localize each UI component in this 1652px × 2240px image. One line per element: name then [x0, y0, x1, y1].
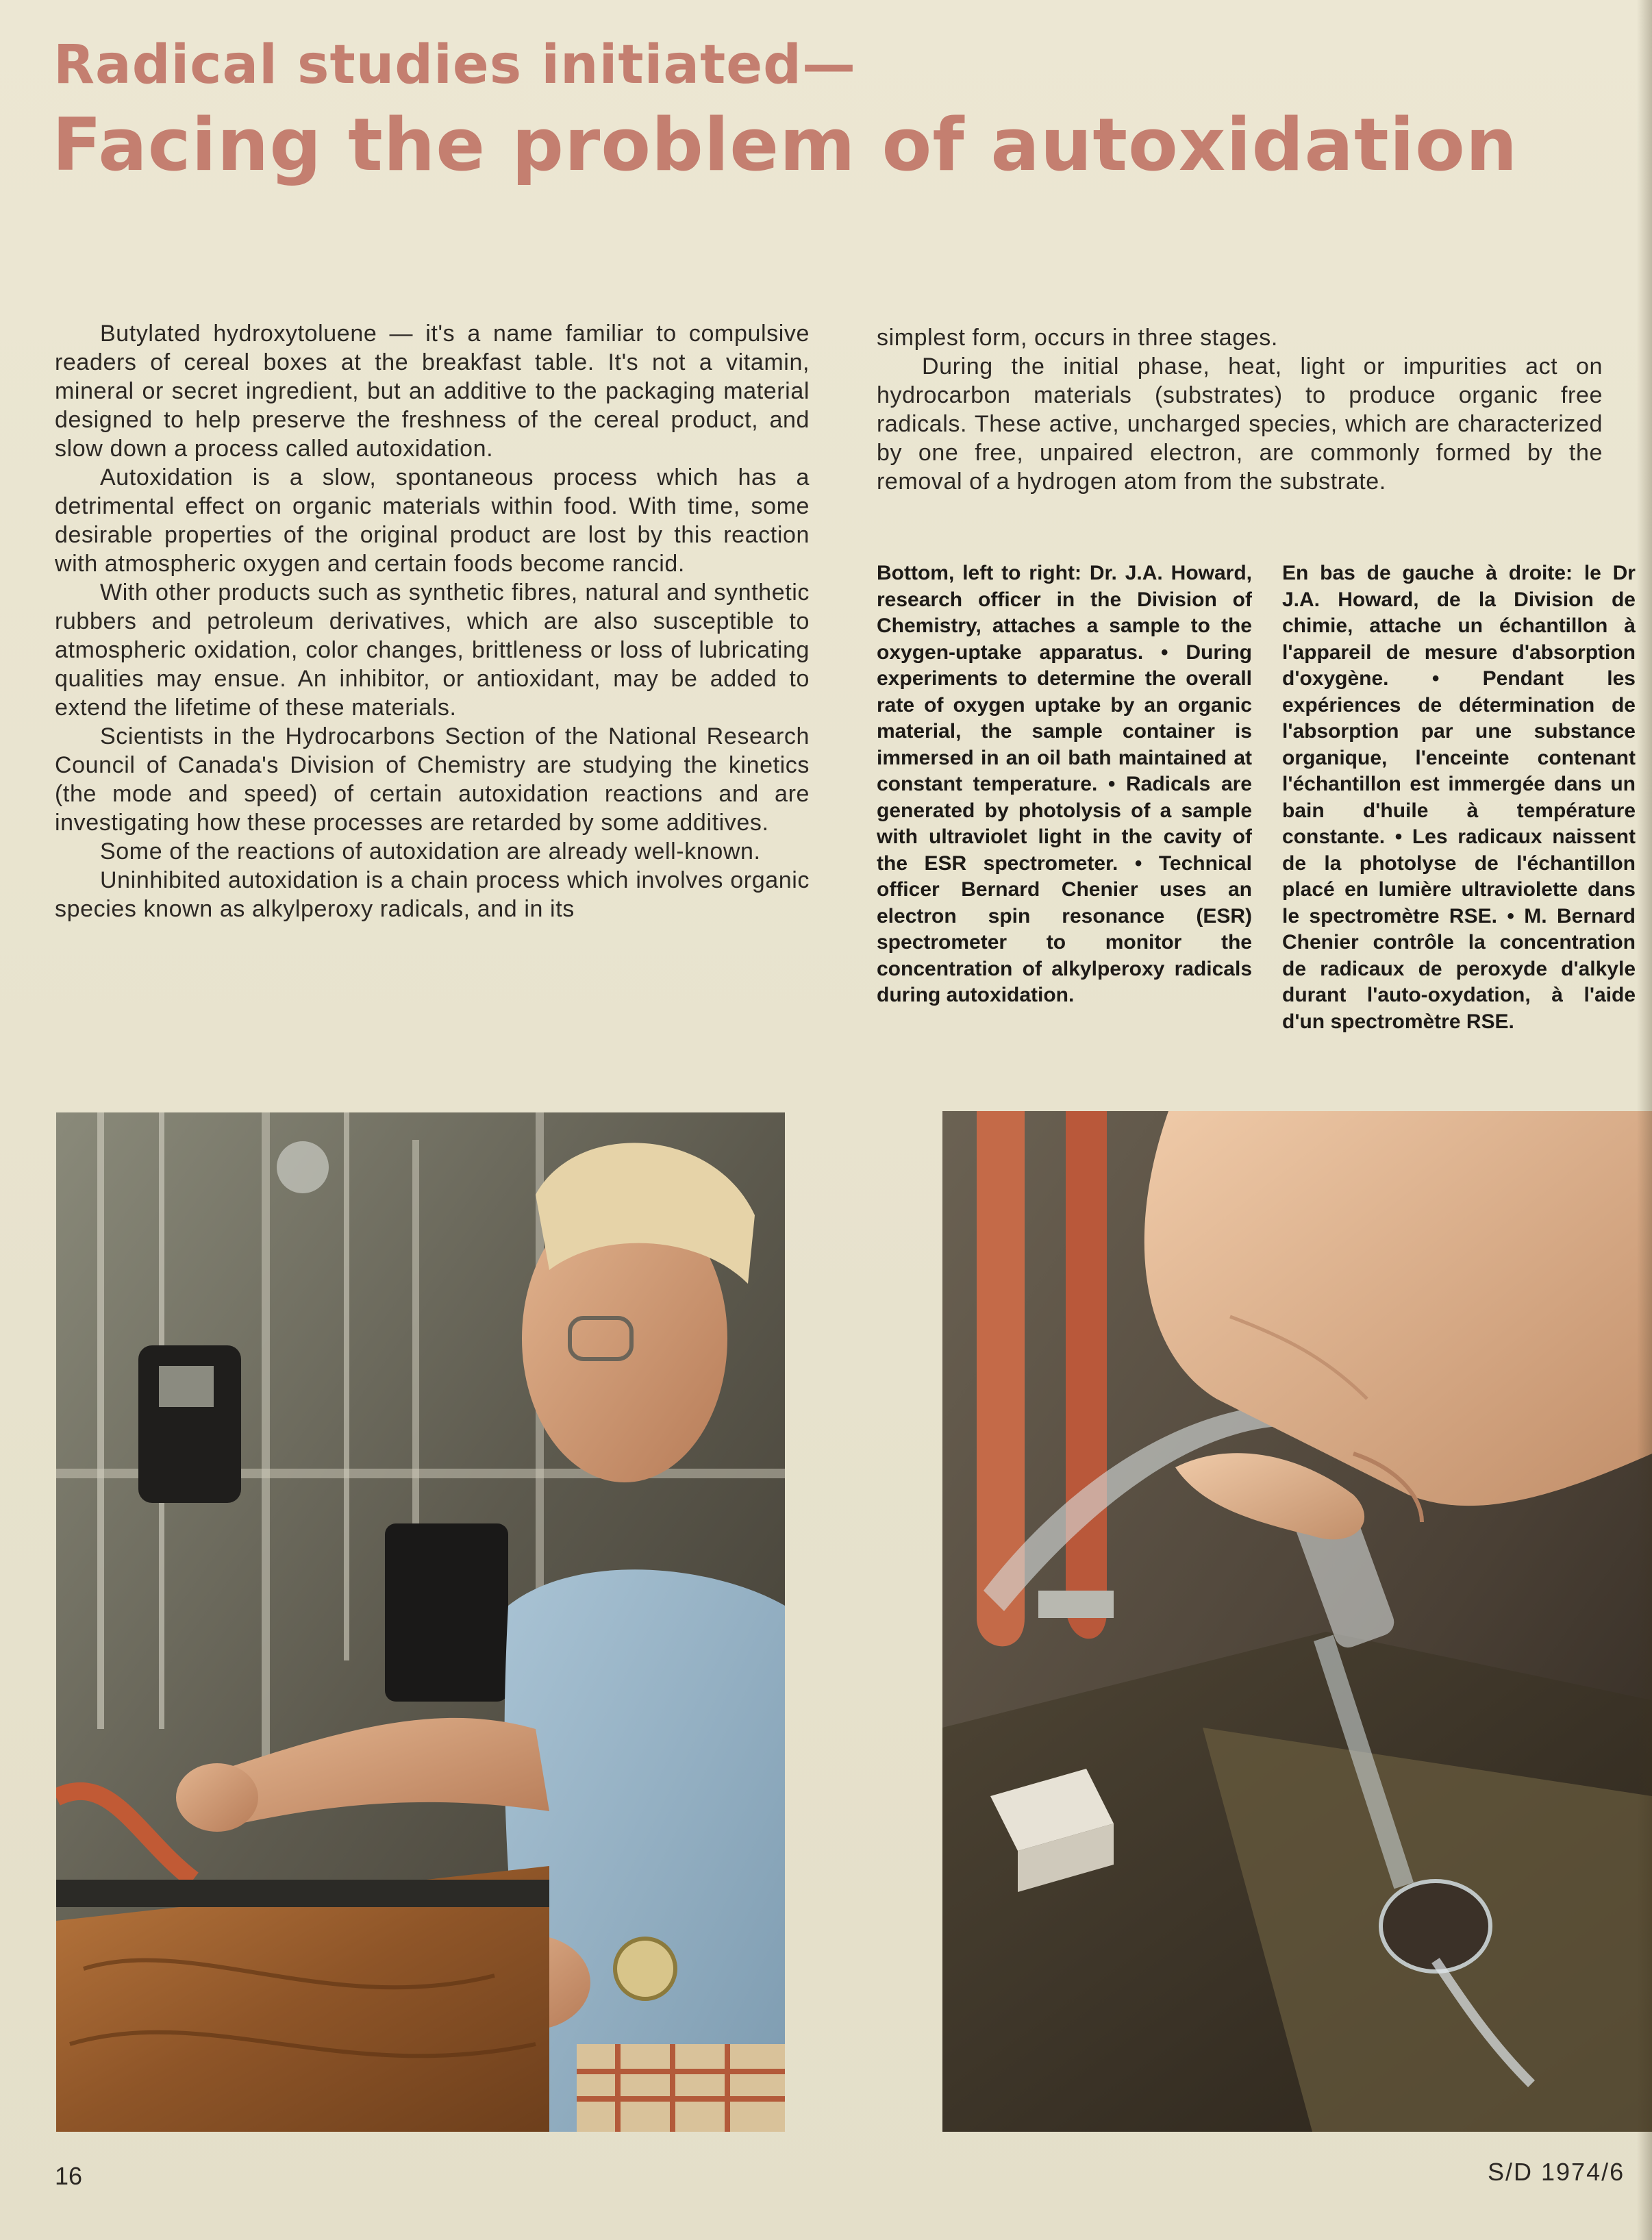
page-spine-shadow — [1637, 0, 1652, 2240]
body-paragraph: During the initial phase, heat, light or impurities act on hydrocarbon materials (substrates) to produce organic free radicals. These active, uncharged species, which are characterized by one free, unpaired electron, are commonly formed by the removal of a hydrogen atom from the substrate. — [877, 353, 1603, 495]
body-paragraph: Butylated hydroxytoluene — it's a name familiar to compulsive readers of cereal boxes at the breakfast table. It's not a vitamin, mineral or secret ingredient, but an additive to the packaging material designed to help preserve the freshness of the cereal product, and slow down a process called autoxidation. — [55, 321, 810, 462]
body-column-left — [55, 319, 810, 923]
photo-researcher-at-apparatus — [56, 1112, 785, 2132]
article-kicker: Radical studies initiated— — [53, 34, 857, 96]
body-column-right — [877, 323, 1603, 496]
article-headline: Facing the problem of autoxidation — [52, 103, 1518, 187]
body-paragraph: With other products such as synthetic fibres, natural and synthetic rubbers and petroleum derivatives, which are also susceptible to atmospheric oxidation, color changes, brittleness or loss of lubricating qualities may ensue. An inhibitor, or antioxidant, may be added to extend the lifetime of these materials. — [55, 580, 810, 721]
body-paragraph: Uninhibited autoxidation is a chain process which involves organic species known as alkylperoxy radicals, and in its — [55, 867, 810, 922]
page-number: 16 — [55, 2162, 83, 2190]
body-continuation: simplest form, occurs in three stages. — [877, 325, 1278, 351]
photo-esr-sample-tube — [942, 1111, 1652, 2132]
body-paragraph: Scientists in the Hydrocarbons Section of the National Research Council of Canada's Division of Chemistry are studying the kinetics (the mode and speed) of certain autoxidation reactions and are investigating how these processes are retarded by some additives. — [55, 723, 810, 836]
body-paragraph: Some of the reactions of autoxidation are already well-known. — [100, 838, 761, 864]
issue-reference: S/D 1974/6 — [1488, 2158, 1625, 2186]
photo-caption-english: Bottom, left to right: Dr. J.A. Howard, research officer in the Division of Chemistry, attaches a sample to the oxygen-uptake apparatus. • During experiments to determine the overall rate of oxygen uptake by an organic material, the sample container is immersed in an oil bath maintained at constant temperature. • Radicals are generated by photolysis of a sample with ultraviolet light in the cavity of the ESR spectrometer. • Technical officer Bernard Chenier uses an electron spin resonance (ESR) spectrometer to monitor the concentration of alkylperoxy radicals during autoxidation. — [877, 562, 1252, 1006]
photo-caption-french: En bas de gauche à droite: le Dr J.A. Howard, de la Division de chimie, attache un échantillon à l'appareil de mesure d'absorption d'oxygène. • Pendant les expériences de détermination de l'absorption par une substance organique, l'enceinte contenant l'échantillon est immergée dans un bain d'huile à température constante. • Les radicaux naissent de la photolyse de l'échantillon placé en lumière ultraviolette dans le spectromètre RSE. • M. Bernard Chenier contrôle la concentration de radicaux de peroxyde d'alkyle durant l'auto-oxydation, à l'aide d'un spectromètre RSE. — [1282, 562, 1636, 1033]
body-paragraph: Autoxidation is a slow, spontaneous process which has a detrimental effect on organic materials within food. With time, some desirable properties of the original product are lost by this reaction with atmospheric oxygen and certain foods become rancid. — [55, 464, 810, 577]
